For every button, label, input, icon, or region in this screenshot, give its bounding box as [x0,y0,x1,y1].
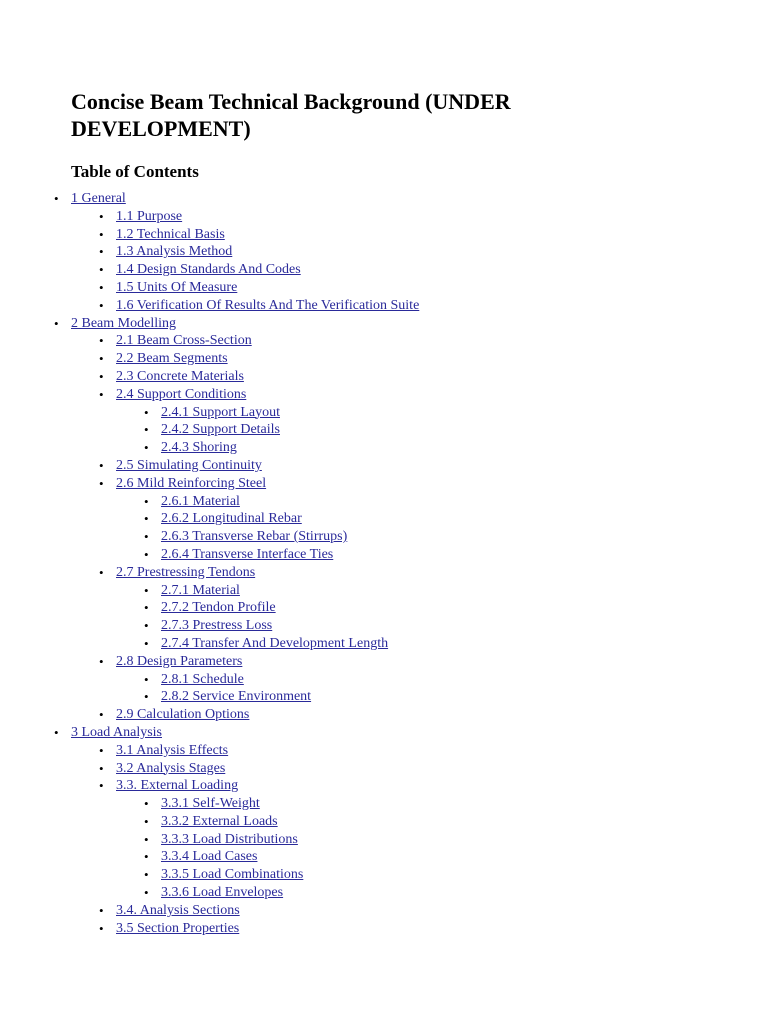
toc-link[interactable]: 2.4.2 Support Details [161,422,280,438]
toc-entry [161,795,731,813]
toc-link[interactable]: 2.1 Beam Cross-Section [116,333,252,349]
toc-heading: Table of Contents [71,162,199,181]
toc-item-level-3 [161,617,731,635]
toc-item-level-3 [161,688,731,706]
toc-item-level-2 [116,902,731,920]
toc-item-level-3 [161,866,731,884]
toc-item-level-2 [116,457,731,475]
toc-link[interactable]: 2.6.4 Transverse Interface Ties [161,546,334,562]
toc-item-level-2 [116,706,731,724]
toc-entry [116,226,731,244]
toc-item-level-3 [161,795,731,813]
toc-sublist [71,742,731,938]
toc-entry [116,350,731,368]
toc-item-level-2 [116,297,731,315]
toc-item-level-3 [161,848,731,866]
toc-link[interactable]: 2 Beam Modelling [71,315,176,331]
toc-link[interactable]: 1 General [71,191,126,206]
toc-link[interactable]: 3.3.4 Load Cases [161,849,258,865]
toc-sublist [116,582,731,653]
toc-entry [116,760,731,778]
toc-link[interactable]: 2.5 Simulating Continuity [116,457,262,473]
toc-sublist [116,795,731,902]
toc-item-level-3 [161,493,731,511]
toc-link[interactable]: 2.8.1 Schedule [161,671,244,687]
toc-entry [161,439,731,457]
toc-entry [116,208,731,226]
toc-item-level-3 [161,831,731,849]
toc-sublist [116,493,731,564]
toc-entry [116,653,731,671]
toc-link[interactable]: 1.3 Analysis Method [116,244,233,260]
toc-link[interactable]: 3 Load Analysis [71,724,162,740]
toc-item-level-3 [161,439,731,457]
toc-entry [71,190,731,208]
toc-item-level-1 [71,724,731,938]
toc-entry [161,404,731,422]
toc-link[interactable]: 2.4.1 Support Layout [161,404,280,420]
toc-item-level-3 [161,813,731,831]
toc-link[interactable]: 3.2 Analysis Stages [116,760,226,776]
toc-entry [116,279,731,297]
toc-item-level-2 [116,208,731,226]
toc-sublist [71,208,731,315]
toc-link[interactable]: 3.5 Section Properties [116,920,240,936]
toc-item-level-2 [116,261,731,279]
toc-entry [161,493,731,511]
toc-item-level-1 [71,190,731,315]
toc-item-level-2 [116,564,731,653]
toc-entry [161,688,731,706]
toc-link[interactable]: 2.4.3 Shoring [161,440,237,456]
toc-link[interactable]: 2.3 Concrete Materials [116,368,244,384]
toc-link[interactable]: 1.1 Purpose [116,208,183,224]
toc-link[interactable]: 2.7.2 Tendon Profile [161,600,276,616]
toc-item-level-2 [116,742,731,760]
toc-item-level-2 [116,243,731,261]
toc-item-level-3 [161,528,731,546]
toc-entry [116,261,731,279]
toc-item-level-2 [116,777,731,902]
toc-item-level-3 [161,884,731,902]
toc-item-level-3 [161,510,731,528]
toc-entry [161,848,731,866]
toc-link[interactable]: 3.3. External Loading [116,778,239,794]
toc-entry [116,564,731,582]
toc-link[interactable]: 1.2 Technical Basis [116,226,225,242]
toc-entry [161,884,731,902]
toc-link[interactable]: 3.3.3 Load Distributions [161,831,298,847]
toc-item-level-2 [116,386,731,457]
toc-entry [116,475,731,493]
toc-entry [161,813,731,831]
table-of-contents [71,190,731,937]
toc-link[interactable]: 2.7.3 Prestress Loss [161,618,273,634]
toc-entry [116,243,731,261]
toc-entry [116,706,731,724]
toc-entry [161,510,731,528]
toc-link[interactable]: 3.3.1 Self-Weight [161,796,260,812]
toc-item-level-3 [161,404,731,422]
toc-link[interactable]: 2.7.1 Material [161,582,240,598]
toc-link[interactable]: 2.7.4 Transfer And Development Length [161,635,389,651]
toc-link[interactable]: 1.6 Verification Of Results And The Verification Suite [116,297,420,313]
toc-link[interactable]: 3.3.2 External Loads [161,813,278,829]
toc-item-level-2 [116,226,731,244]
toc-entry [161,671,731,689]
toc-entry [161,635,731,653]
toc-link[interactable]: 2.6.3 Transverse Rebar (Stirrups) [161,529,348,545]
toc-item-level-3 [161,546,731,564]
toc-item-level-2 [116,332,731,350]
toc-link[interactable]: 2.8.2 Service Environment [161,689,312,705]
toc-link[interactable]: 2.9 Calculation Options [116,707,250,723]
toc-link[interactable]: 2.6.1 Material [161,493,240,509]
toc-entry [116,297,731,315]
toc-link[interactable]: 2.8 Design Parameters [116,653,243,669]
toc-link[interactable]: 1.4 Design Standards And Codes [116,262,301,278]
toc-sublist [116,404,731,457]
toc-link[interactable]: 2.6.2 Longitudinal Rebar [161,511,302,527]
toc-link[interactable]: 3.3.5 Load Combinations [161,867,304,883]
toc-item-level-2 [116,653,731,706]
toc-link[interactable]: 3.3.6 Load Envelopes [161,885,284,901]
toc-entry [161,582,731,600]
toc-entry [161,528,731,546]
toc-link[interactable]: 2.6 Mild Reinforcing Steel [116,475,267,491]
toc-item-level-2 [116,920,731,938]
toc-item-level-1 [71,315,731,724]
toc-entry [161,599,731,617]
toc-entry [116,386,731,404]
toc-item-level-2 [116,760,731,778]
toc-item-level-3 [161,599,731,617]
toc-link[interactable]: 1.5 Units Of Measure [116,279,238,295]
toc-entry [71,724,731,742]
toc-item-level-2 [116,350,731,368]
toc-link[interactable]: 3.1 Analysis Effects [116,742,229,758]
toc-entry [116,777,731,795]
toc-entry [116,457,731,475]
toc-link[interactable]: 2.4 Support Conditions [116,386,247,402]
toc-link[interactable]: 2.2 Beam Segments [116,351,228,367]
toc-item-level-2 [116,279,731,297]
toc-entry [161,546,731,564]
toc-entry [116,902,731,920]
page-title: Concise Beam Technical Background (UNDER DEVELOPMENT) [71,89,511,141]
toc-entry [161,617,731,635]
toc-entry [116,332,731,350]
toc-entry [116,742,731,760]
toc-item-level-3 [161,421,731,439]
toc-item-level-3 [161,671,731,689]
toc-link[interactable]: 3.4. Analysis Sections [116,902,240,918]
toc-entry [116,368,731,386]
toc-link[interactable]: 2.7 Prestressing Tendons [116,564,256,580]
toc-item-level-3 [161,635,731,653]
toc-entry [116,920,731,938]
toc-sublist [71,332,731,724]
toc-sublist [116,671,731,707]
toc-entry [161,421,731,439]
toc-entry [71,315,731,333]
toc-entry [161,866,731,884]
toc-item-level-2 [116,368,731,386]
toc-item-level-2 [116,475,731,564]
toc-entry [161,831,731,849]
document-page [71,88,731,937]
toc-item-level-3 [161,582,731,600]
